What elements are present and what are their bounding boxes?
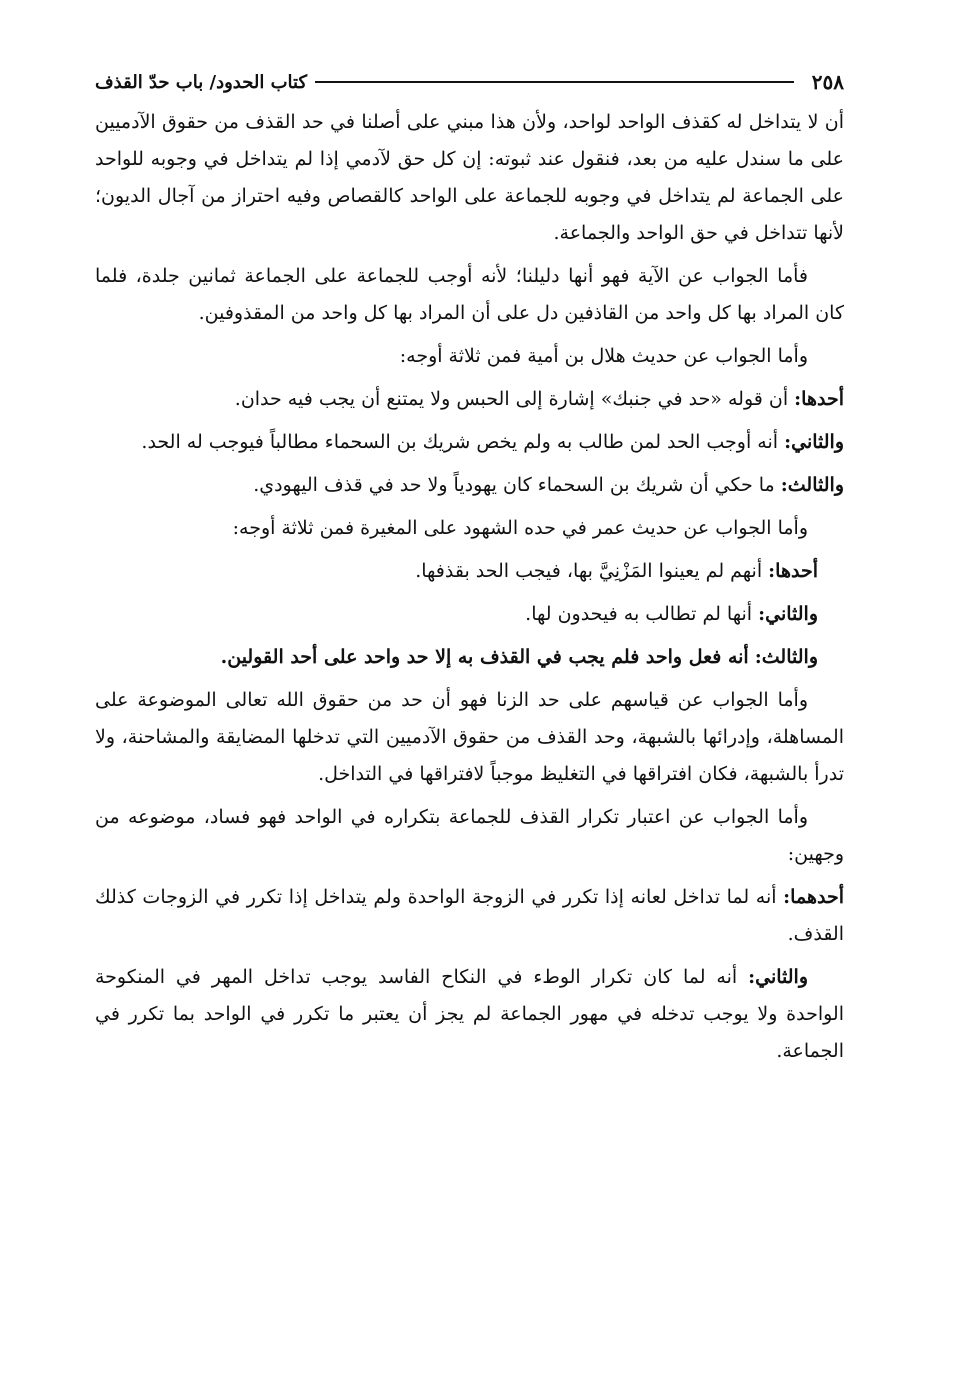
list-item	[95, 596, 844, 633]
page-header	[95, 62, 844, 102]
item-text: ما حكي أن شريك بن السحماء كان يهودياً ولا حد في قذف اليهودي.	[253, 474, 775, 496]
list-item	[95, 959, 844, 1070]
paragraph	[95, 104, 844, 252]
item-label: أحدها:	[794, 388, 844, 410]
list-item	[95, 467, 844, 504]
paragraph	[95, 799, 844, 873]
page-number: ٢٥٨	[811, 70, 844, 94]
paragraph-text: وأما الجواب عن اعتبار تكرار القذف للجماعة بتكراره في الواحد فهو فساد، موضوعه من وجهين:	[95, 806, 844, 865]
list-item	[95, 553, 844, 590]
item-label: أحدهما:	[783, 886, 844, 908]
list-item	[95, 381, 844, 418]
paragraph-text: وأما الجواب عن حديث هلال بن أمية فمن ثلاثة أوجه:	[399, 345, 808, 367]
item-label: والثالث:	[754, 646, 818, 668]
paragraph	[95, 682, 844, 793]
paragraph	[95, 510, 844, 547]
item-text: أنهم لم يعينوا المَزْنِيَّ بها، فيجب الحد بقذفها.	[415, 560, 763, 582]
item-label: والثاني:	[784, 431, 844, 453]
paragraph-text: فأما الجواب عن الآية فهو أنها دليلنا؛ لأنه أوجب للجماعة على الجماعة ثمانين جلدة، فلما كان المراد بها كل واحد من القاذفين دل على أن المراد بها كل واحد من المقذوفين.	[95, 265, 844, 324]
paragraph-text: وأما الجواب عن حديث عمر في حده الشهود على المغيرة فمن ثلاثة أوجه:	[232, 517, 808, 539]
running-title: كتاب الحدود/ باب حدّ القذف	[95, 71, 308, 93]
item-label: والثاني:	[748, 966, 809, 988]
page-body	[95, 104, 844, 1070]
item-label: أحدها:	[768, 560, 818, 582]
list-item	[95, 879, 844, 953]
item-text: أنه لما كان تكرار الوطء في النكاح الفاسد يوجب تداخل المهر في المنكوحة الواحدة ولا يوجب تدخله في مهور الجماعة لم يجز أن يعتبر ما تكرر في الواحد بما تكرر في الجماعة.	[95, 966, 844, 1062]
item-text: أنه أوجب الحد لمن طالب به ولم يخص شريك بن السحماء مطالباً فيوجب له الحد.	[141, 431, 779, 453]
list-item	[95, 639, 844, 676]
item-text: أنها لم تطالب به فيحدون لها.	[525, 603, 753, 625]
item-text: أنه فعل واحد فلم يجب في القذف به إلا حد واحد على أحد القولين.	[220, 646, 749, 668]
paragraph	[95, 338, 844, 375]
item-text: أن قوله «حد في جنبك» إشارة إلى الحبس ولا يمتنع أن يجب فيه حدان.	[234, 388, 789, 410]
paragraph	[95, 258, 844, 332]
paragraph-text: أن لا يتداخل له كقذف الواحد لواحد، ولأن هذا مبني على أصلنا في حد القذف من حقوق الآدميين على ما سندل عليه من بعد، فنقول عند ثبوته: إن كل حق لآدمي إذا لم يتداخل في وجوبه للواحد على الجماعة لم يتداخل في وجوبه للجماعة على الواحد كالقصاص وفيه احتراز من آجال الديون؛ لأنها تتداخل في حق الواحد والجماعة.	[95, 111, 844, 244]
list-item	[95, 424, 844, 461]
header-rule	[315, 81, 794, 83]
paragraph-text: وأما الجواب عن قياسهم على حد الزنا فهو أن حد من حقوق الله تعالى الموضوعة على المساهلة، وإدرائها بالشبهة، وحد القذف من حقوق الآدميين التي تدخلها المضايقة والمشاحنة، ولا تدرأ بالشبهة، فكان افتراقها في التغليظ موجباً لافتراقها في التداخل.	[95, 689, 844, 785]
item-label: والثاني:	[758, 603, 818, 625]
item-text: أنه لما تداخل لعانه إذا تكرر في الزوجة الواحدة ولم يتداخل إذا تكرر في الزوجات كذلك القذف.	[95, 886, 844, 945]
item-label: والثالث:	[780, 474, 844, 496]
